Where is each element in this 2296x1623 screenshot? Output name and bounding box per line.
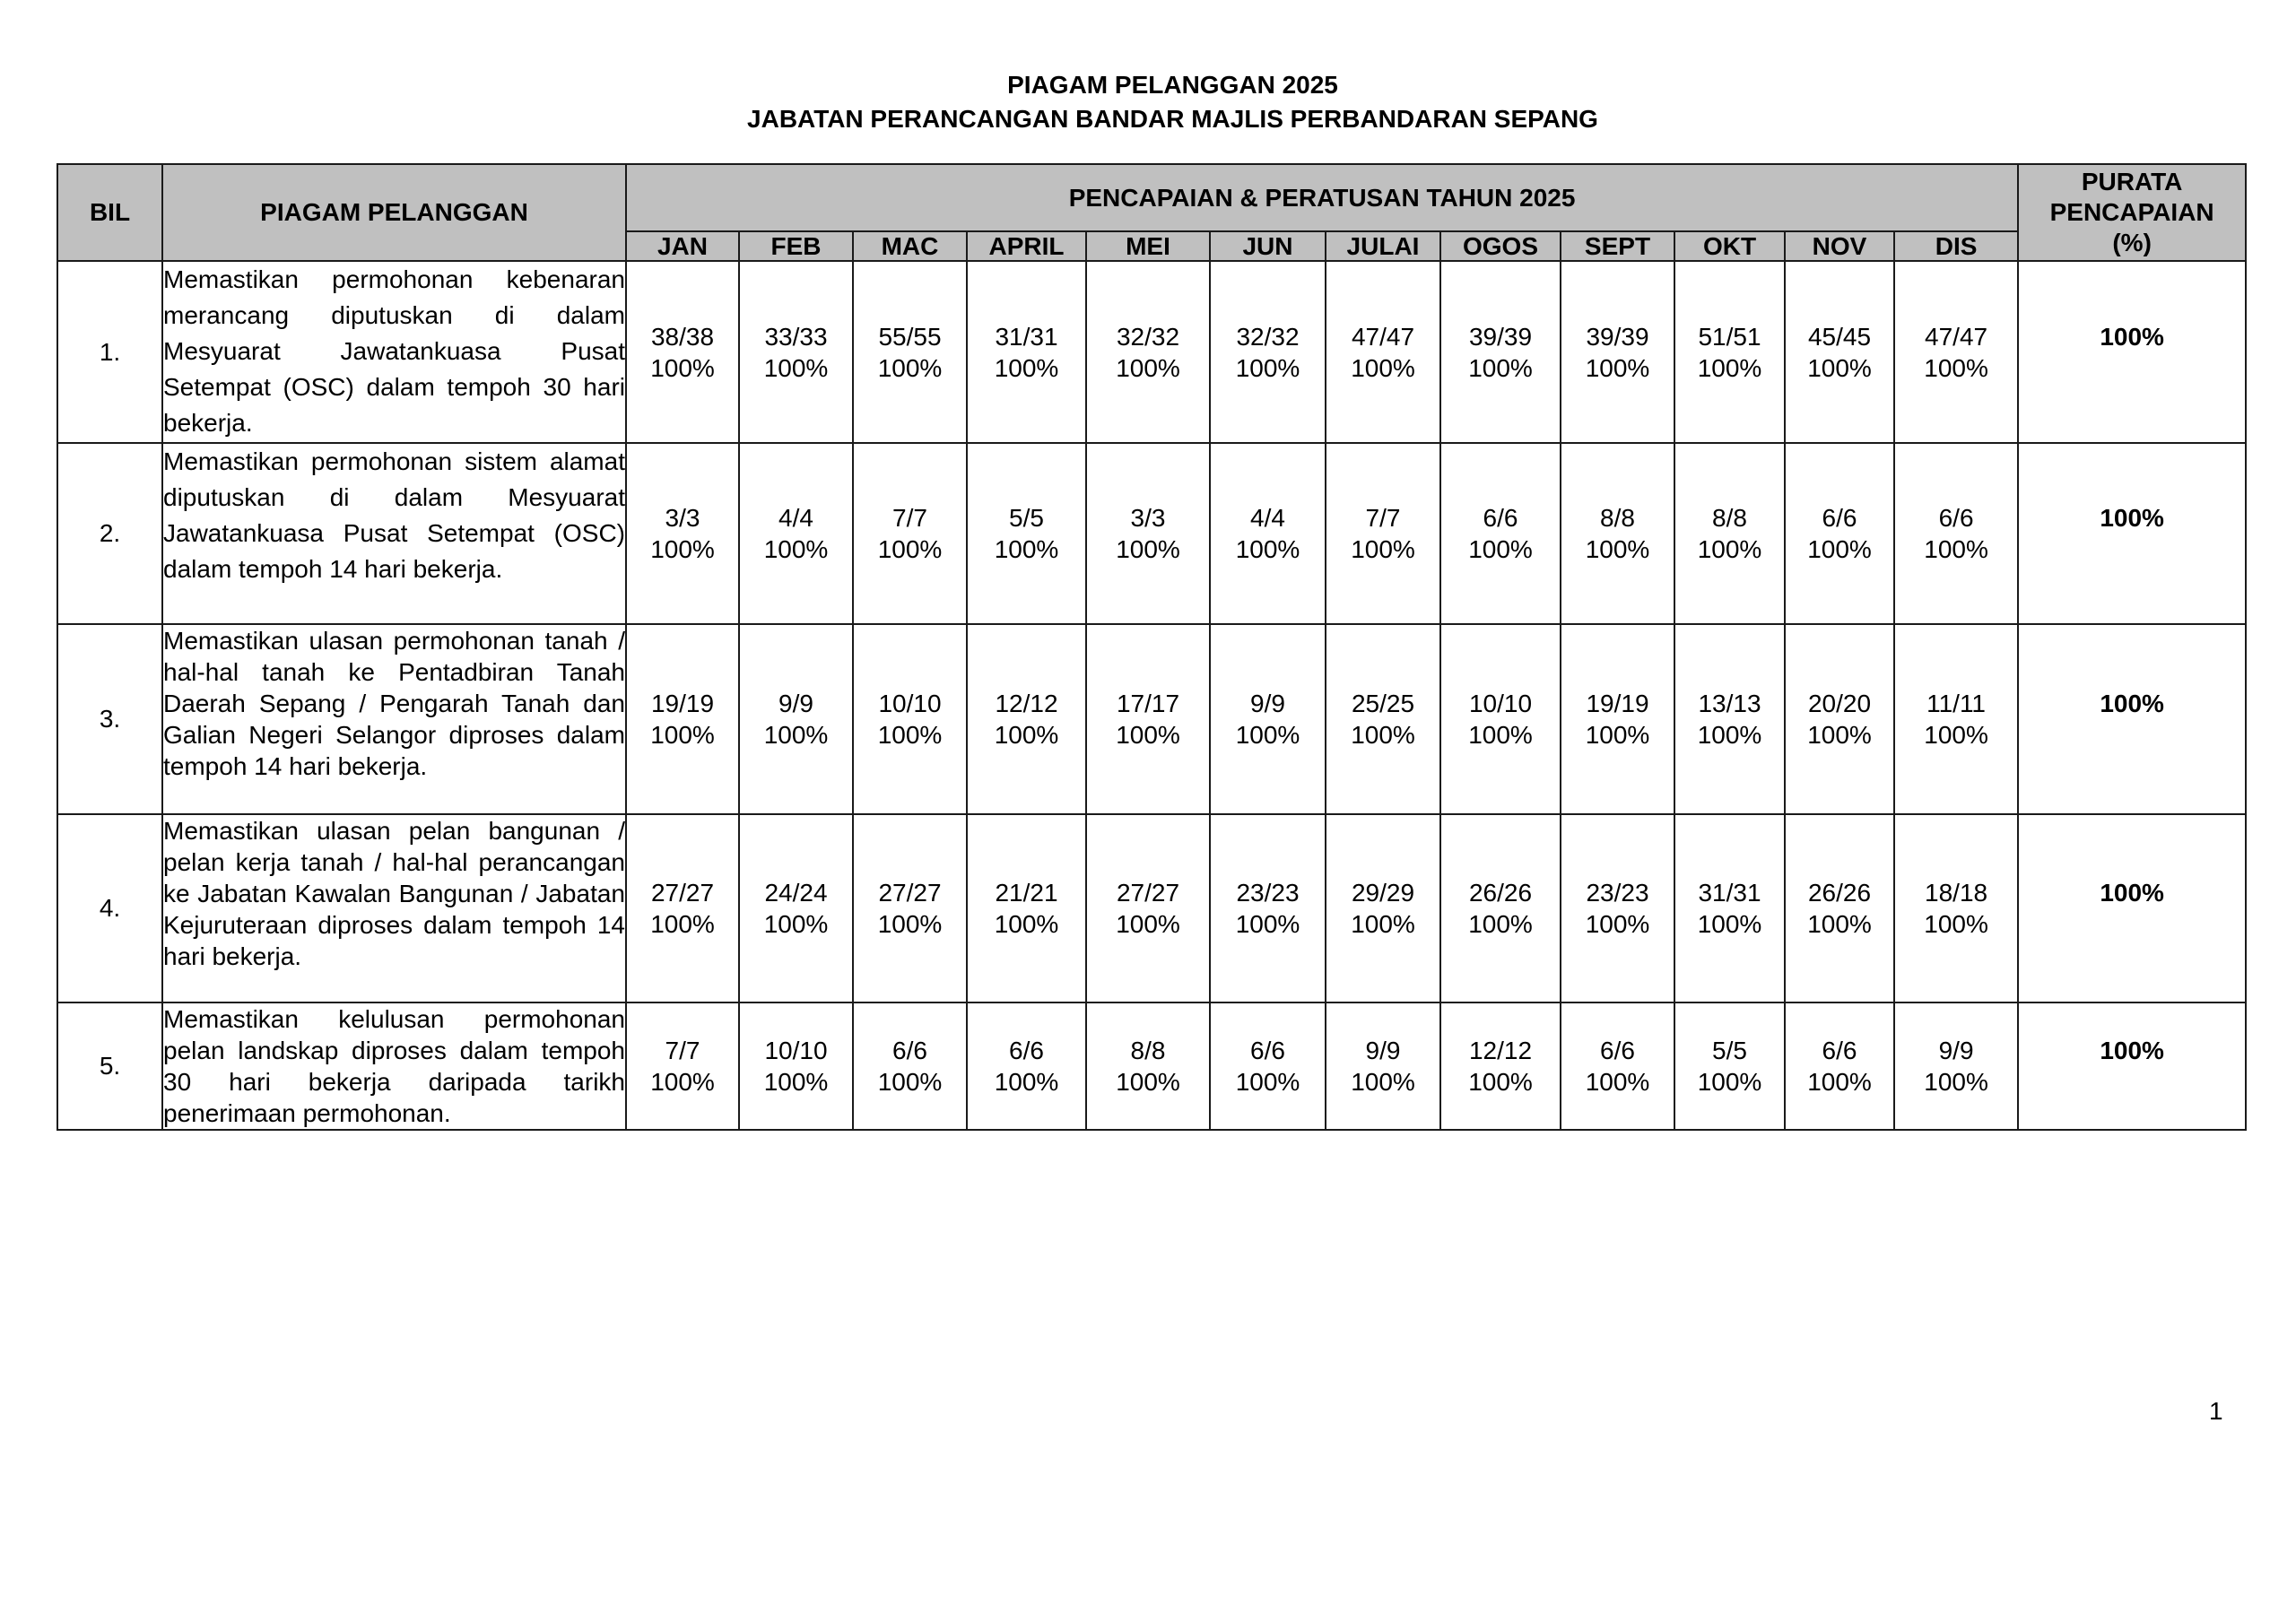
month-count: 7/7 [1365,504,1401,532]
month-percentage: 100% [1807,353,1872,382]
month-count: 8/8 [1130,1037,1166,1064]
month-cell-jun [1210,443,1326,624]
month-percentage: 100% [763,535,829,563]
month-cell-julai [1326,814,1440,1002]
month-count: 32/32 [1236,322,1300,351]
month-count: 9/9 [1250,690,1285,717]
month-percentage: 100% [650,353,715,382]
month-cell-julai [1326,261,1440,443]
month-count: 32/32 [1116,322,1180,351]
table-row [57,443,2246,624]
month-cell-nov [1785,1002,1894,1130]
month-cell-okt [1674,624,1785,814]
month-count: 31/31 [995,322,1058,351]
month-count: 51/51 [1698,322,1761,351]
table-row [57,624,2246,814]
month-percentage: 100% [763,353,829,382]
month-cell-mei [1086,443,1210,624]
month-percentage: 100% [877,1068,943,1096]
month-cell-mei [1086,624,1210,814]
month-percentage: 100% [650,535,715,563]
month-percentage: 100% [1116,535,1180,563]
month-percentage: 100% [1468,535,1533,563]
average-value: 100% [2100,690,2164,717]
month-percentage: 100% [1235,1068,1300,1096]
header-row-top [57,164,2246,231]
month-percentage: 100% [1351,1068,1415,1096]
average-value: 100% [2100,1037,2164,1064]
header-month-dis: DIS [1894,231,2018,261]
average-value: 100% [2100,504,2164,532]
month-percentage: 100% [1697,910,1762,938]
month-percentage: 100% [1235,910,1300,938]
table-row [57,814,2246,1002]
month-count: 10/10 [1468,690,1533,717]
month-count: 24/24 [764,879,828,907]
month-cell-ogos [1440,443,1561,624]
month-count: 20/20 [1807,690,1872,717]
average-value: 100% [2100,322,2164,351]
month-count: 9/9 [778,690,813,717]
month-count: 31/31 [1698,879,1761,907]
month-percentage: 100% [994,353,1059,382]
month-count: 27/27 [1116,879,1180,907]
month-count: 6/6 [1483,504,1518,532]
header-month-sept: SEPT [1561,231,1674,261]
month-percentage: 100% [1807,1068,1872,1096]
month-percentage: 100% [877,535,943,563]
month-cell-okt [1674,1002,1785,1130]
month-cell-sept [1561,1002,1674,1130]
month-cell-julai [1326,624,1440,814]
month-count: 6/6 [1822,504,1857,532]
month-count: 47/47 [1351,322,1415,351]
page-number: 1 [2209,1397,2223,1425]
month-count: 12/12 [1468,1037,1533,1064]
month-percentage: 100% [1468,353,1533,382]
header-month-jun: JUN [1210,231,1326,261]
charter-description: Memastikan permohonan sistem alamat diputuskan di dalam Mesyuarat Jawatankuasa Pusat Setempat (OSC) dalam tempoh 14 hari bekerja. [162,443,626,624]
month-cell-jun [1210,624,1326,814]
month-percentage: 100% [1468,910,1533,938]
row-number: 2. [57,443,162,624]
month-cell-mac [853,624,967,814]
month-count: 21/21 [995,879,1058,907]
header-month-mei: MEI [1086,231,1210,261]
month-count: 47/47 [1925,322,1988,351]
month-cell-april [967,1002,1086,1130]
month-percentage: 100% [763,1068,829,1096]
month-count: 18/18 [1925,879,1988,907]
month-count: 23/23 [1586,879,1649,907]
month-count: 8/8 [1712,504,1747,532]
average-achievement [2018,443,2246,624]
month-cell-sept [1561,624,1674,814]
month-cell-april [967,624,1086,814]
month-percentage: 100% [763,721,829,749]
month-cell-mac [853,443,967,624]
month-percentage: 100% [1924,1068,1988,1096]
month-cell-mei [1086,261,1210,443]
month-count: 13/13 [1698,690,1761,717]
month-cell-april [967,814,1086,1002]
month-count: 39/39 [1468,322,1533,351]
month-count: 25/25 [1351,690,1415,717]
month-count: 5/5 [1712,1037,1747,1064]
month-cell-julai [1326,443,1440,624]
month-percentage: 100% [1468,721,1533,749]
month-count: 26/26 [1807,879,1872,907]
month-count: 23/23 [1236,879,1300,907]
month-count: 26/26 [1468,879,1533,907]
month-cell-sept [1561,814,1674,1002]
header-month-april: APRIL [967,231,1086,261]
table-body [57,261,2246,1130]
header-average-line-2: PENCAPAIAN [2049,198,2214,226]
title-line-1: PIAGAM PELANGGAN 2025 [1007,71,1338,99]
month-percentage: 100% [1468,1068,1533,1096]
month-percentage: 100% [650,721,715,749]
month-cell-okt [1674,261,1785,443]
month-percentage: 100% [1585,721,1650,749]
month-cell-jun [1210,261,1326,443]
month-count: 12/12 [995,690,1058,717]
header-month-julai: JULAI [1326,231,1440,261]
month-cell-okt [1674,443,1785,624]
document-title [0,68,2296,136]
month-percentage: 100% [1235,353,1300,382]
average-achievement [2018,261,2246,443]
month-percentage: 100% [877,353,943,382]
month-count: 6/6 [1009,1037,1044,1064]
table-row [57,1002,2246,1130]
customer-charter-table [57,163,2247,1131]
month-cell-jan [626,261,739,443]
row-number: 1. [57,261,162,443]
header-average-achievement [2018,164,2246,261]
month-count: 6/6 [892,1037,927,1064]
month-percentage: 100% [994,1068,1059,1096]
month-cell-ogos [1440,814,1561,1002]
month-cell-april [967,261,1086,443]
month-percentage: 100% [1697,535,1762,563]
month-count: 3/3 [1130,504,1166,532]
average-achievement [2018,1002,2246,1130]
month-count: 29/29 [1351,879,1415,907]
month-count: 9/9 [1938,1037,1974,1064]
month-count: 19/19 [650,690,715,717]
average-value: 100% [2100,879,2164,907]
month-count: 6/6 [1938,504,1974,532]
month-cell-sept [1561,261,1674,443]
header-month-feb: FEB [739,231,853,261]
month-percentage: 100% [1116,353,1180,382]
month-cell-nov [1785,814,1894,1002]
month-percentage: 100% [1351,353,1415,382]
month-percentage: 100% [877,910,943,938]
month-cell-feb [739,261,853,443]
header-month-jan: JAN [626,231,739,261]
month-cell-jan [626,624,739,814]
row-number: 3. [57,624,162,814]
month-percentage: 100% [1585,353,1650,382]
month-cell-feb [739,1002,853,1130]
month-cell-nov [1785,261,1894,443]
month-cell-mac [853,814,967,1002]
header-average-line-1: PURATA [2081,168,2183,195]
month-percentage: 100% [1924,535,1988,563]
month-count: 3/3 [665,504,700,532]
month-cell-feb [739,443,853,624]
month-cell-julai [1326,1002,1440,1130]
month-cell-dis [1894,624,2018,814]
month-count: 4/4 [778,504,813,532]
month-percentage: 100% [1116,721,1180,749]
month-percentage: 100% [1924,910,1988,938]
header-month-okt: OKT [1674,231,1785,261]
header-bil: BIL [57,164,162,261]
month-percentage: 100% [1235,721,1300,749]
month-cell-feb [739,814,853,1002]
month-percentage: 100% [1116,1068,1180,1096]
month-percentage: 100% [1697,1068,1762,1096]
month-count: 39/39 [1586,322,1649,351]
row-number: 5. [57,1002,162,1130]
month-count: 9/9 [1365,1037,1401,1064]
month-percentage: 100% [994,535,1059,563]
month-cell-ogos [1440,261,1561,443]
charter-description: Memastikan permohonan kebenaran merancang diputuskan di dalam Mesyuarat Jawatankuasa Pusat Setempat (OSC) dalam tempoh 30 hari bekerja. [162,261,626,443]
charter-description: Memastikan kelulusan permohonan pelan landskap diproses dalam tempoh 30 hari bekerja daripada tarikh penerimaan permohonan. [162,1002,626,1130]
month-percentage: 100% [1235,535,1300,563]
month-count: 38/38 [650,322,715,351]
month-cell-dis [1894,261,2018,443]
month-cell-okt [1674,814,1785,1002]
month-cell-mei [1086,814,1210,1002]
month-cell-ogos [1440,624,1561,814]
month-cell-jun [1210,814,1326,1002]
month-percentage: 100% [1924,721,1988,749]
month-percentage: 100% [650,910,715,938]
month-cell-ogos [1440,1002,1561,1130]
month-count: 10/10 [878,690,942,717]
month-count: 6/6 [1250,1037,1285,1064]
average-achievement [2018,814,2246,1002]
month-count: 6/6 [1822,1037,1857,1064]
month-count: 5/5 [1009,504,1044,532]
month-count: 4/4 [1250,504,1285,532]
month-cell-dis [1894,443,2018,624]
month-percentage: 100% [1697,353,1762,382]
charter-description: Memastikan ulasan permohonan tanah / hal-hal tanah ke Pentadbiran Tanah Daerah Sepang / Pengarah Tanah dan Galian Negeri Selangor diproses dalam tempoh 14 hari bekerja. [162,624,626,814]
header-month-nov: NOV [1785,231,1894,261]
month-cell-jan [626,1002,739,1130]
month-percentage: 100% [763,910,829,938]
month-count: 7/7 [665,1037,700,1064]
header-month-mac: MAC [853,231,967,261]
average-achievement [2018,624,2246,814]
month-percentage: 100% [1924,353,1988,382]
table-row [57,261,2246,443]
title-line-2: JABATAN PERANCANGAN BANDAR MAJLIS PERBANDARAN SEPANG [747,105,1598,133]
month-percentage: 100% [1351,721,1415,749]
month-percentage: 100% [877,721,943,749]
month-count: 11/11 [1926,690,1987,717]
month-percentage: 100% [1807,910,1872,938]
month-cell-mac [853,1002,967,1130]
header-piagam-pelanggan: PIAGAM PELANGGAN [162,164,626,261]
month-cell-nov [1785,624,1894,814]
month-percentage: 100% [1116,910,1180,938]
month-count: 19/19 [1586,690,1649,717]
month-cell-jan [626,443,739,624]
month-cell-sept [1561,443,1674,624]
month-percentage: 100% [1807,721,1872,749]
header-achievement-group: PENCAPAIAN & PERATUSAN TAHUN 2025 [626,164,2018,231]
row-number: 4. [57,814,162,1002]
month-count: 6/6 [1600,1037,1635,1064]
month-count: 7/7 [892,504,927,532]
month-count: 8/8 [1600,504,1635,532]
month-cell-dis [1894,814,2018,1002]
header-month-ogos: OGOS [1440,231,1561,261]
month-count: 10/10 [764,1037,828,1064]
month-count: 17/17 [1116,690,1180,717]
month-percentage: 100% [1585,910,1650,938]
month-count: 27/27 [650,879,715,907]
month-cell-mei [1086,1002,1210,1130]
month-percentage: 100% [1807,535,1872,563]
month-cell-jun [1210,1002,1326,1130]
month-percentage: 100% [650,1068,715,1096]
month-percentage: 100% [1351,910,1415,938]
charter-description: Memastikan ulasan pelan bangunan / pelan kerja tanah / hal-hal perancangan ke Jabatan Kawalan Bangunan / Jabatan Kejuruteraan diproses dalam tempoh 14 hari bekerja. [162,814,626,1002]
month-percentage: 100% [994,910,1059,938]
month-cell-mac [853,261,967,443]
month-count: 45/45 [1807,322,1872,351]
month-percentage: 100% [994,721,1059,749]
month-cell-feb [739,624,853,814]
month-cell-nov [1785,443,1894,624]
month-percentage: 100% [1585,1068,1650,1096]
month-cell-april [967,443,1086,624]
month-cell-dis [1894,1002,2018,1130]
month-cell-jan [626,814,739,1002]
month-percentage: 100% [1351,535,1415,563]
month-count: 27/27 [878,879,942,907]
month-count: 33/33 [764,322,828,351]
month-percentage: 100% [1585,535,1650,563]
header-average-line-3: (%) [2112,229,2152,256]
month-count: 55/55 [878,322,942,351]
month-percentage: 100% [1697,721,1762,749]
